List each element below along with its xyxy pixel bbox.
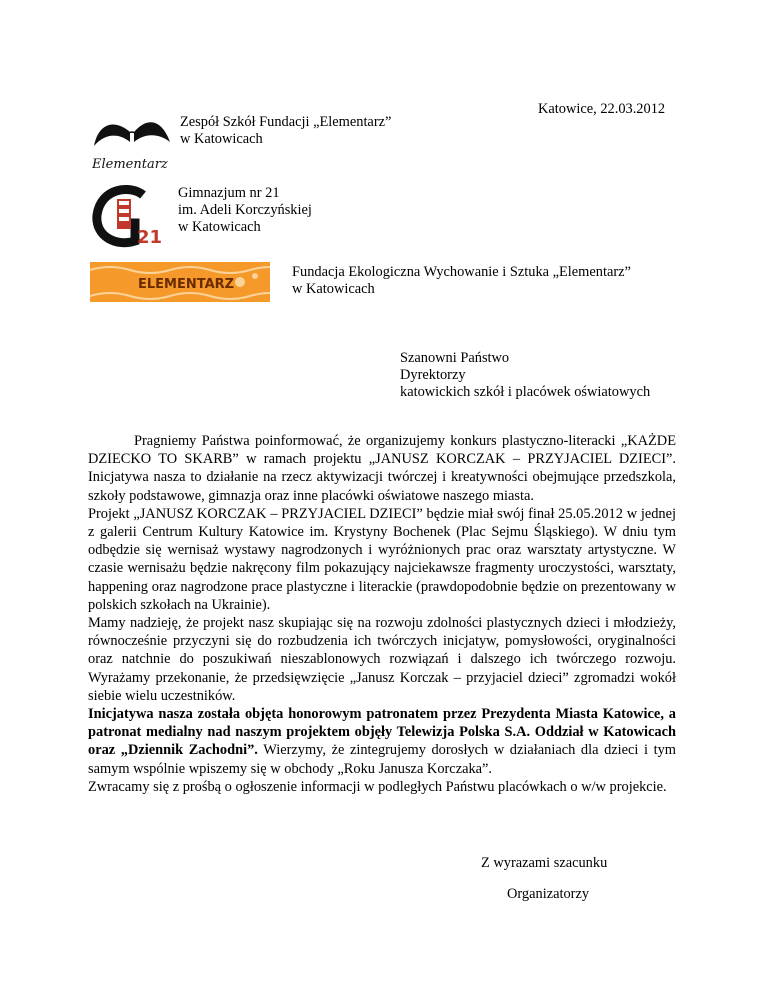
org3-line-2: w Katowicach — [292, 281, 375, 297]
body-paragraph-2: Projekt „JANUSZ KORCZAK – PRZYJACIEL DZIECI” będzie miał swój finał 25.05.2012 w jednej z galerii Centrum Kultury Katowice im. Krystyny Bochenek (Plac Sejmu Śląskiego). W dniu tym odbędzie się wernisaż wystawy nagrodzonych i wyróżnionych prac oraz warsztaty artystyczne. W czasie wernisażu będzie nakręcony film pokazujący najciekawsze fragmenty uroczystości, warsztaty, happening oraz nagrodzone prace plastyczne i literackie (prawdopodobnie będzie on prezentowany w polskich szkołach na Ukrainie). — [88, 505, 676, 613]
logo1-caption: Elementarz — [92, 157, 168, 172]
body-paragraph-3: Mamy nadzieję, że projekt nasz skupiając się na rozwoju zdolności plastycznych dzieci i młodzieży, równocześnie przyczyni się do rozbudzenia ich twórczych inicjatyw, pomysłowości, oryginalności oraz natchnie do poszukiwań nieszablonowych rozwiązań i dalszego ich twórczego rozwoju. Wyrażamy przekonanie, że przedsięwzięcie „Janusz Korczak – przyjaciel dzieci” zgromadzi wokół siebie wielu uczestników. — [88, 615, 676, 704]
recipient-line-2: Dyrektorzy — [400, 367, 466, 383]
signature: Organizatorzy — [507, 886, 590, 902]
body-paragraph-1: Pragniemy Państwa poinformować, że organizujemy konkurs plastyczno-literacki „KAŻDE DZIECKO TO SKARB” w ramach projektu „JANUSZ KORCZAK – PRZYJACIEL DZIECI”. Inicjatywa nasza to działanie na rzecz aktywizacji twórczej i kreatywności obejmujące przedszkola, szkoły podstawowe, gimnazja oraz inne placówki oświatowe naszego miasta. — [88, 433, 676, 504]
org1-line-1: Zespół Szkół Fundacji „Elementarz” — [180, 114, 392, 130]
org1-line-2: w Katowicach — [180, 131, 263, 147]
body-paragraph-5: Zwracamy się z prośbą o ogłoszenie informacji w podległych Państwu placówkach o w/w projekcie. — [88, 778, 667, 795]
elementarz-book-logo — [92, 112, 172, 172]
g21-emblem-icon — [91, 185, 168, 248]
body-paragraph-4 — [88, 705, 676, 778]
gimnazjum-21-logo — [91, 185, 168, 248]
logo2-number: 21 — [137, 227, 163, 248]
banner-pattern-icon — [90, 262, 270, 302]
patronage-statement: Inicjatywa nasza została objęta honorowym patronatem przez Prezydenta Miasta Katowice, a patronat medialny nad naszym projektem objęły Telewizja Polska S.A. Oddział w Katowicach oraz „Dziennik Zachodni”. — [88, 706, 676, 759]
letter-date: Katowice, 22.03.2012 — [538, 101, 666, 117]
body-paragraph-4-rest: Wierzymy, że zintegrujemy dorosłych w działaniach dla dzieci i tym samym wspólnie wpiszemy się w obchody „Roku Janusza Korczaka”. — [88, 742, 676, 777]
recipient-block — [400, 350, 650, 401]
logo3-wordmark: ELEMENTARZ — [138, 277, 235, 292]
letter-body — [88, 432, 676, 796]
recipient-line-3: katowickich szkół i placówek oświatowych — [400, 384, 651, 400]
org3-header — [292, 264, 631, 298]
recipient-line-1: Szanowni Państwo — [400, 350, 510, 366]
org1-header — [180, 114, 391, 148]
closing-phrase: Z wyrazami szacunku — [481, 855, 608, 871]
open-book-icon — [92, 112, 172, 172]
org2-line-3: w Katowicach — [178, 219, 261, 235]
elementarz-banner-logo — [90, 262, 270, 302]
org3-line-1: Fundacja Ekologiczna Wychowanie i Sztuka „Elementarz” — [292, 264, 631, 280]
org2-line-2: im. Adeli Korczyńskiej — [178, 202, 312, 218]
org2-header — [178, 185, 312, 236]
org2-line-1: Gimnazjum nr 21 — [178, 185, 280, 201]
